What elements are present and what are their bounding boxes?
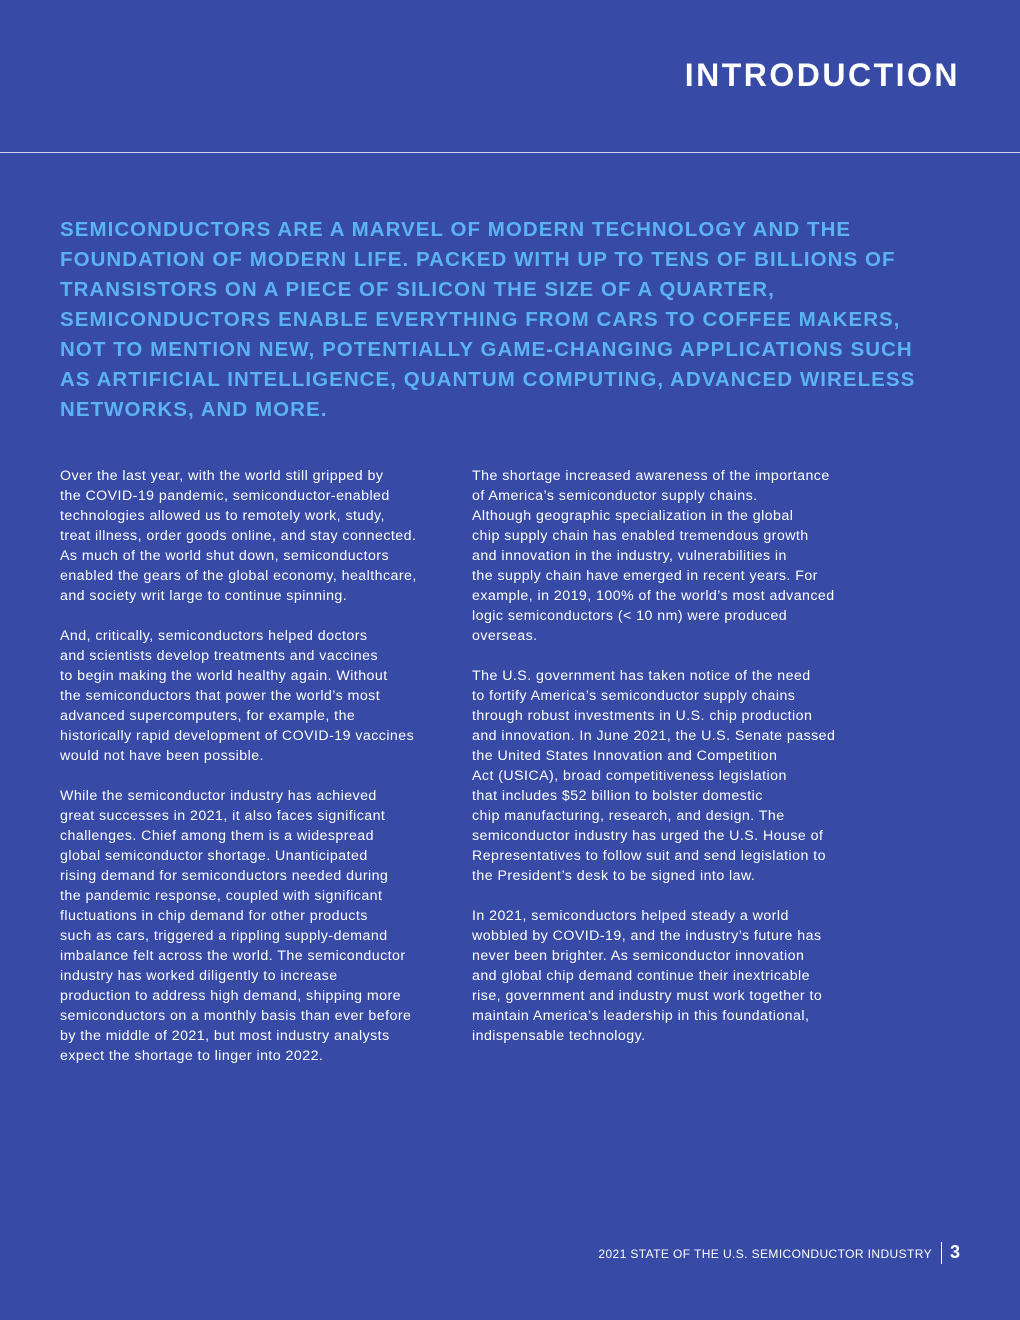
page-number: 3 — [949, 1242, 960, 1262]
body-paragraph: And, critically, semiconductors helped doctors and scientists develop treatments and vaccines to begin making the world healthy again. Without the semiconductors that power the world’s most advanced supercomputers, for example, the historically rapid development of COVID-19 vaccines would not have been possible. — [60, 628, 415, 764]
page-title: INTRODUCTION — [684, 57, 960, 93]
page-footer — [598, 1240, 960, 1264]
body-paragraph: The U.S. government has taken notice of the need to fortify America’s semiconductor supply chains through robust investments in U.S. chip production and innovation. In June 2021, the U.S. Senate passed the United States Innovation and Competition Act (USICA), broad competitiveness legislation that includes $52 billion to bolster domestic chip manufacturing, research, and design. The semiconductor industry has urged the U.S. House of Representatives to follow suit and send legislation to the President’s desk to be signed into law. — [472, 668, 836, 884]
body-column-right — [472, 466, 872, 1066]
footer-divider — [941, 1242, 942, 1264]
body-paragraph: The shortage increased awareness of the importance of America’s semiconductor supply chains. Although geographic specialization in the global chip supply chain has enabled tremendous growth and innovation in the industry, vulnerabilities in the supply chain have emerged in recent years. For example, in 2019, 100% of the world’s most advanced logic semiconductors (< 10 nm) were produced overseas. — [472, 468, 835, 644]
footer-report-title: 2021 STATE OF THE U.S. SEMICONDUCTOR INDUSTRY — [598, 1247, 932, 1261]
body-paragraph: In 2021, semiconductors helped steady a world wobbled by COVID-19, and the industry’s future has never been brighter. As semiconductor innovation and global chip demand continue their inextricable rise, government and industry must work together to maintain America’s leadership in this foundational, indispensable technology. — [472, 908, 823, 1044]
body-column-left — [60, 466, 460, 1086]
lead-statement: SEMICONDUCTORS ARE A MARVEL OF MODERN TECHNOLOGY AND THE FOUNDATION OF MODERN LIFE. PACKED WITH UP TO TENS OF BILLIONS OF TRANSISTORS ON A PIECE OF SILICON THE SIZE OF A QUARTER, SEMICONDUCTORS ENABLE EVERYTHING FROM CARS TO COFFEE MAKERS, NOT TO MENTION NEW, POTENTIALLY GAME-CHANGING APPLICATIONS SUCH AS ARTIFICIAL INTELLIGENCE, QUANTUM COMPUTING, ADVANCED WIRELESS NETWORKS, AND MORE. — [60, 218, 916, 421]
body-paragraph: Over the last year, with the world still gripped by the COVID-19 pandemic, semiconductor-enabled technologies allowed us to remotely work, study, treat illness, order goods online, and stay connected. As much of the world shut down, semiconductors enabled the gears of the global economy, healthcare, and society writ large to continue spinning. — [60, 468, 417, 604]
header-divider — [0, 152, 1020, 153]
body-paragraph: While the semiconductor industry has achieved great successes in 2021, it also faces significant challenges. Chief among them is a widespread global semiconductor shortage. Unanticipated rising demand for semiconductors needed during the pandemic response, coupled with significant fluctuations in chip demand for other products such as cars, triggered a rippling supply-demand imbalance felt across the world. The semiconductor industry has worked diligently to increase production to address high demand, shipping more semiconductors on a monthly basis than ever before by the middle of 2021, but most industry analysts expect the shortage to linger into 2022. — [60, 788, 412, 1064]
